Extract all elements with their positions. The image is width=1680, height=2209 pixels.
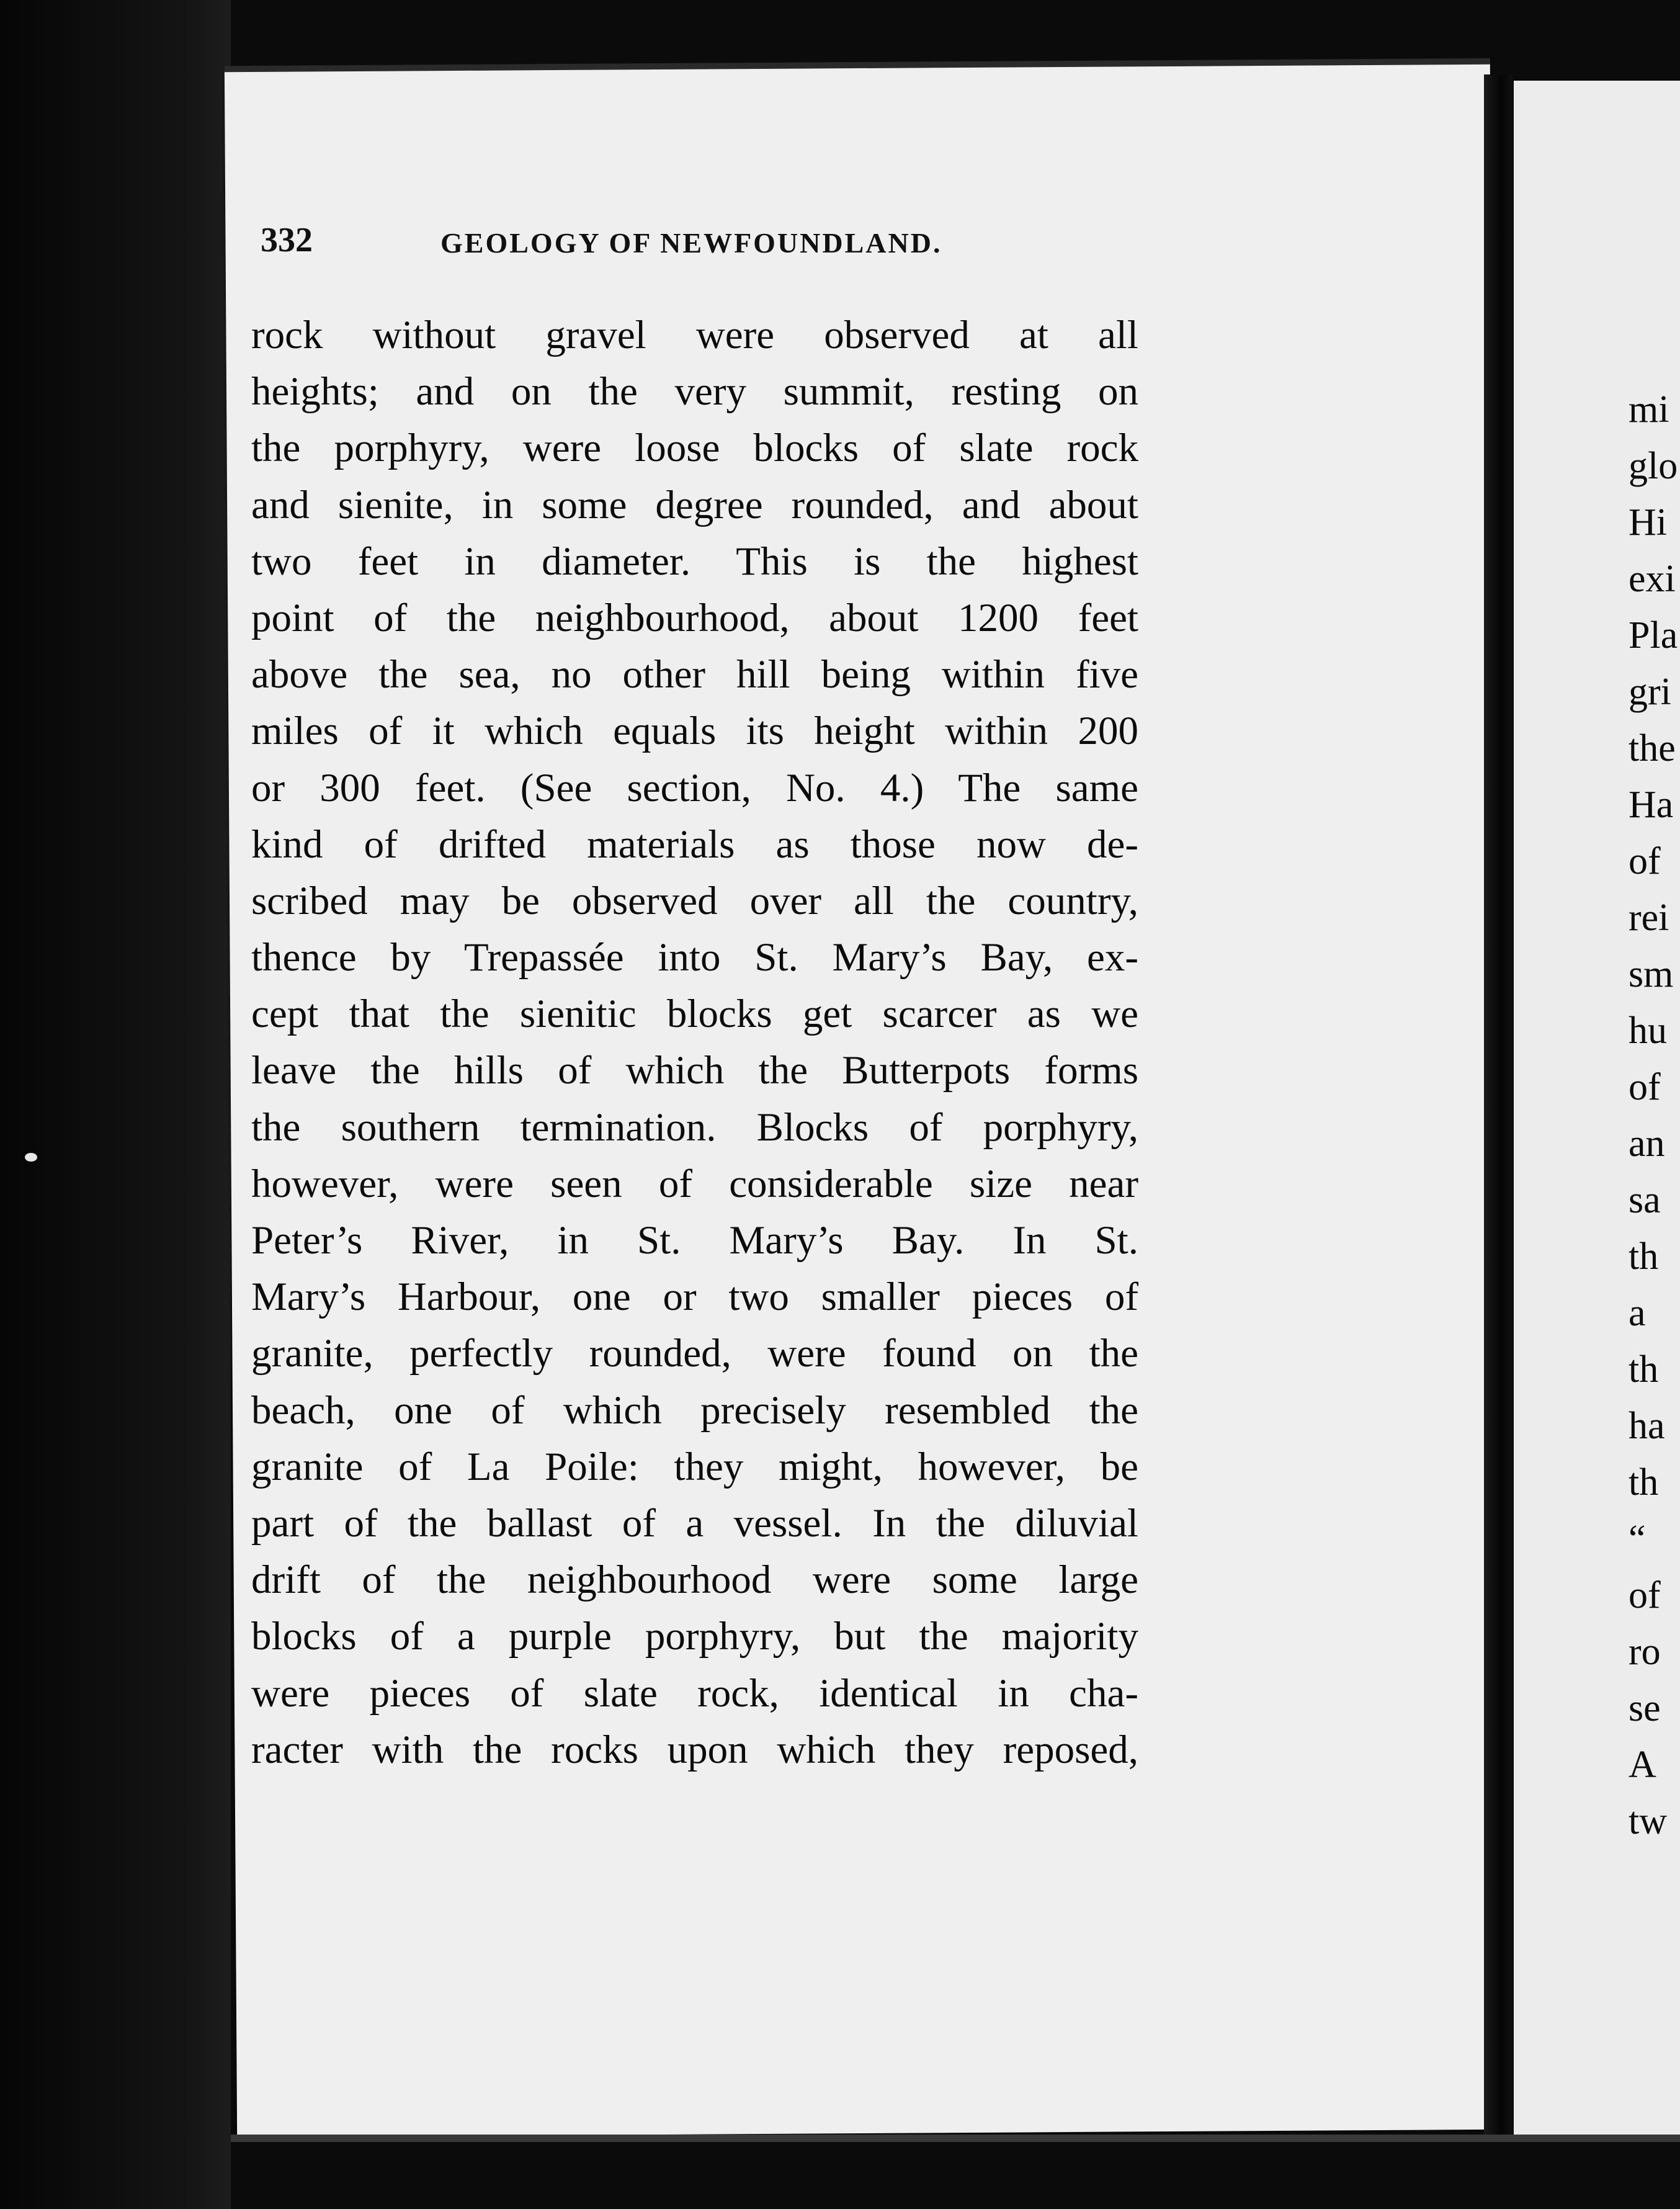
text-line: granite, perfectly rounded, were found on the	[251, 1331, 1138, 1376]
facing-line: ha	[1629, 1405, 1665, 1447]
text-line: racter with the rocks upon which they reposed,	[251, 1727, 1138, 1772]
text-line: miles of it which equals its height within 200	[251, 709, 1138, 754]
facing-line: hu	[1629, 1010, 1667, 1052]
book-spine-shadow	[0, 0, 231, 2209]
facing-line: A	[1629, 1744, 1656, 1786]
book-gutter	[1484, 74, 1512, 2141]
text-line: point of the neighbourhood, about 1200 feet	[251, 595, 1138, 640]
text-line: above the sea, no other hill being within five	[251, 652, 1138, 697]
text-line: part of the ballast of a vessel. In the diluvial	[251, 1500, 1138, 1546]
body-text	[251, 307, 1138, 1778]
facing-line: Hi	[1629, 501, 1667, 544]
page-header	[261, 220, 1129, 276]
facing-line: th	[1629, 1235, 1659, 1278]
facing-line: ro	[1629, 1631, 1661, 1673]
text-line: granite of La Poile: they might, however, be	[251, 1444, 1138, 1489]
text-line: or 300 feet. (See section, No. 4.) The same	[251, 765, 1138, 810]
facing-line: an	[1629, 1122, 1665, 1165]
text-line: and sienite, in some degree rounded, and about	[251, 482, 1138, 527]
text-line: rock without gravel were observed at all	[251, 313, 1138, 357]
text-line: scribed may be observed over all the country,	[251, 878, 1138, 923]
facing-line: sm	[1629, 953, 1674, 995]
text-line: leave the hills of which the Butterpots forms	[251, 1048, 1138, 1093]
facing-line: Ha	[1629, 784, 1674, 826]
facing-line: gri	[1629, 671, 1671, 713]
facing-line: of	[1629, 840, 1661, 882]
facing-line: Pla	[1629, 614, 1678, 656]
facing-line: of	[1629, 1066, 1661, 1108]
facing-line: of	[1629, 1574, 1661, 1616]
facing-line: exi	[1629, 558, 1676, 600]
page-number: 332	[261, 221, 313, 259]
text-line: cept that the sienitic blocks get scarcer as we	[251, 992, 1138, 1037]
facing-line: mi	[1629, 388, 1669, 431]
text-line: drift of the neighbourhood were some large	[251, 1557, 1138, 1603]
text-line: kind of drifted materials as those now de-	[251, 822, 1138, 867]
text-line: heights; and on the very summit, resting on	[251, 369, 1138, 414]
facing-line: a	[1629, 1292, 1646, 1334]
dust-speck	[25, 1153, 37, 1162]
text-line: the porphyry, were loose blocks of slate rock	[251, 426, 1138, 471]
text-line: Mary’s Harbour, one or two smaller pieces of	[251, 1275, 1138, 1320]
facing-line: glo	[1629, 445, 1678, 487]
text-line: thence by Trepassée into St. Mary’s Bay, ex-	[251, 935, 1138, 980]
page-top-edge	[225, 58, 1490, 72]
facing-line: sa	[1629, 1179, 1661, 1221]
page-bottom-edge	[231, 2135, 1680, 2142]
facing-page-text	[1629, 382, 1680, 1850]
facing-line: th	[1629, 1348, 1659, 1391]
text-line: were pieces of slate rock, identical in cha-	[251, 1670, 1138, 1716]
text-line: however, were seen of considerable size near	[251, 1161, 1138, 1206]
text-line: beach, one of which precisely resembled the	[251, 1387, 1138, 1433]
running-head: GEOLOGY OF NEWFOUNDLAND.	[440, 227, 942, 259]
text-line: blocks of a purple porphyry, but the majority	[251, 1614, 1138, 1659]
facing-line: tw	[1629, 1800, 1667, 1842]
text-line: Peter’s River, in St. Mary’s Bay. In St.	[251, 1218, 1138, 1263]
text-line: two feet in diameter. This is the highest	[251, 539, 1138, 584]
facing-line: se	[1629, 1687, 1661, 1729]
facing-line: the	[1629, 727, 1676, 769]
facing-line: th	[1629, 1461, 1659, 1503]
facing-line: rei	[1629, 897, 1669, 939]
facing-line: “	[1629, 1518, 1646, 1560]
text-line: the southern termination. Blocks of porphyry,	[251, 1104, 1138, 1150]
